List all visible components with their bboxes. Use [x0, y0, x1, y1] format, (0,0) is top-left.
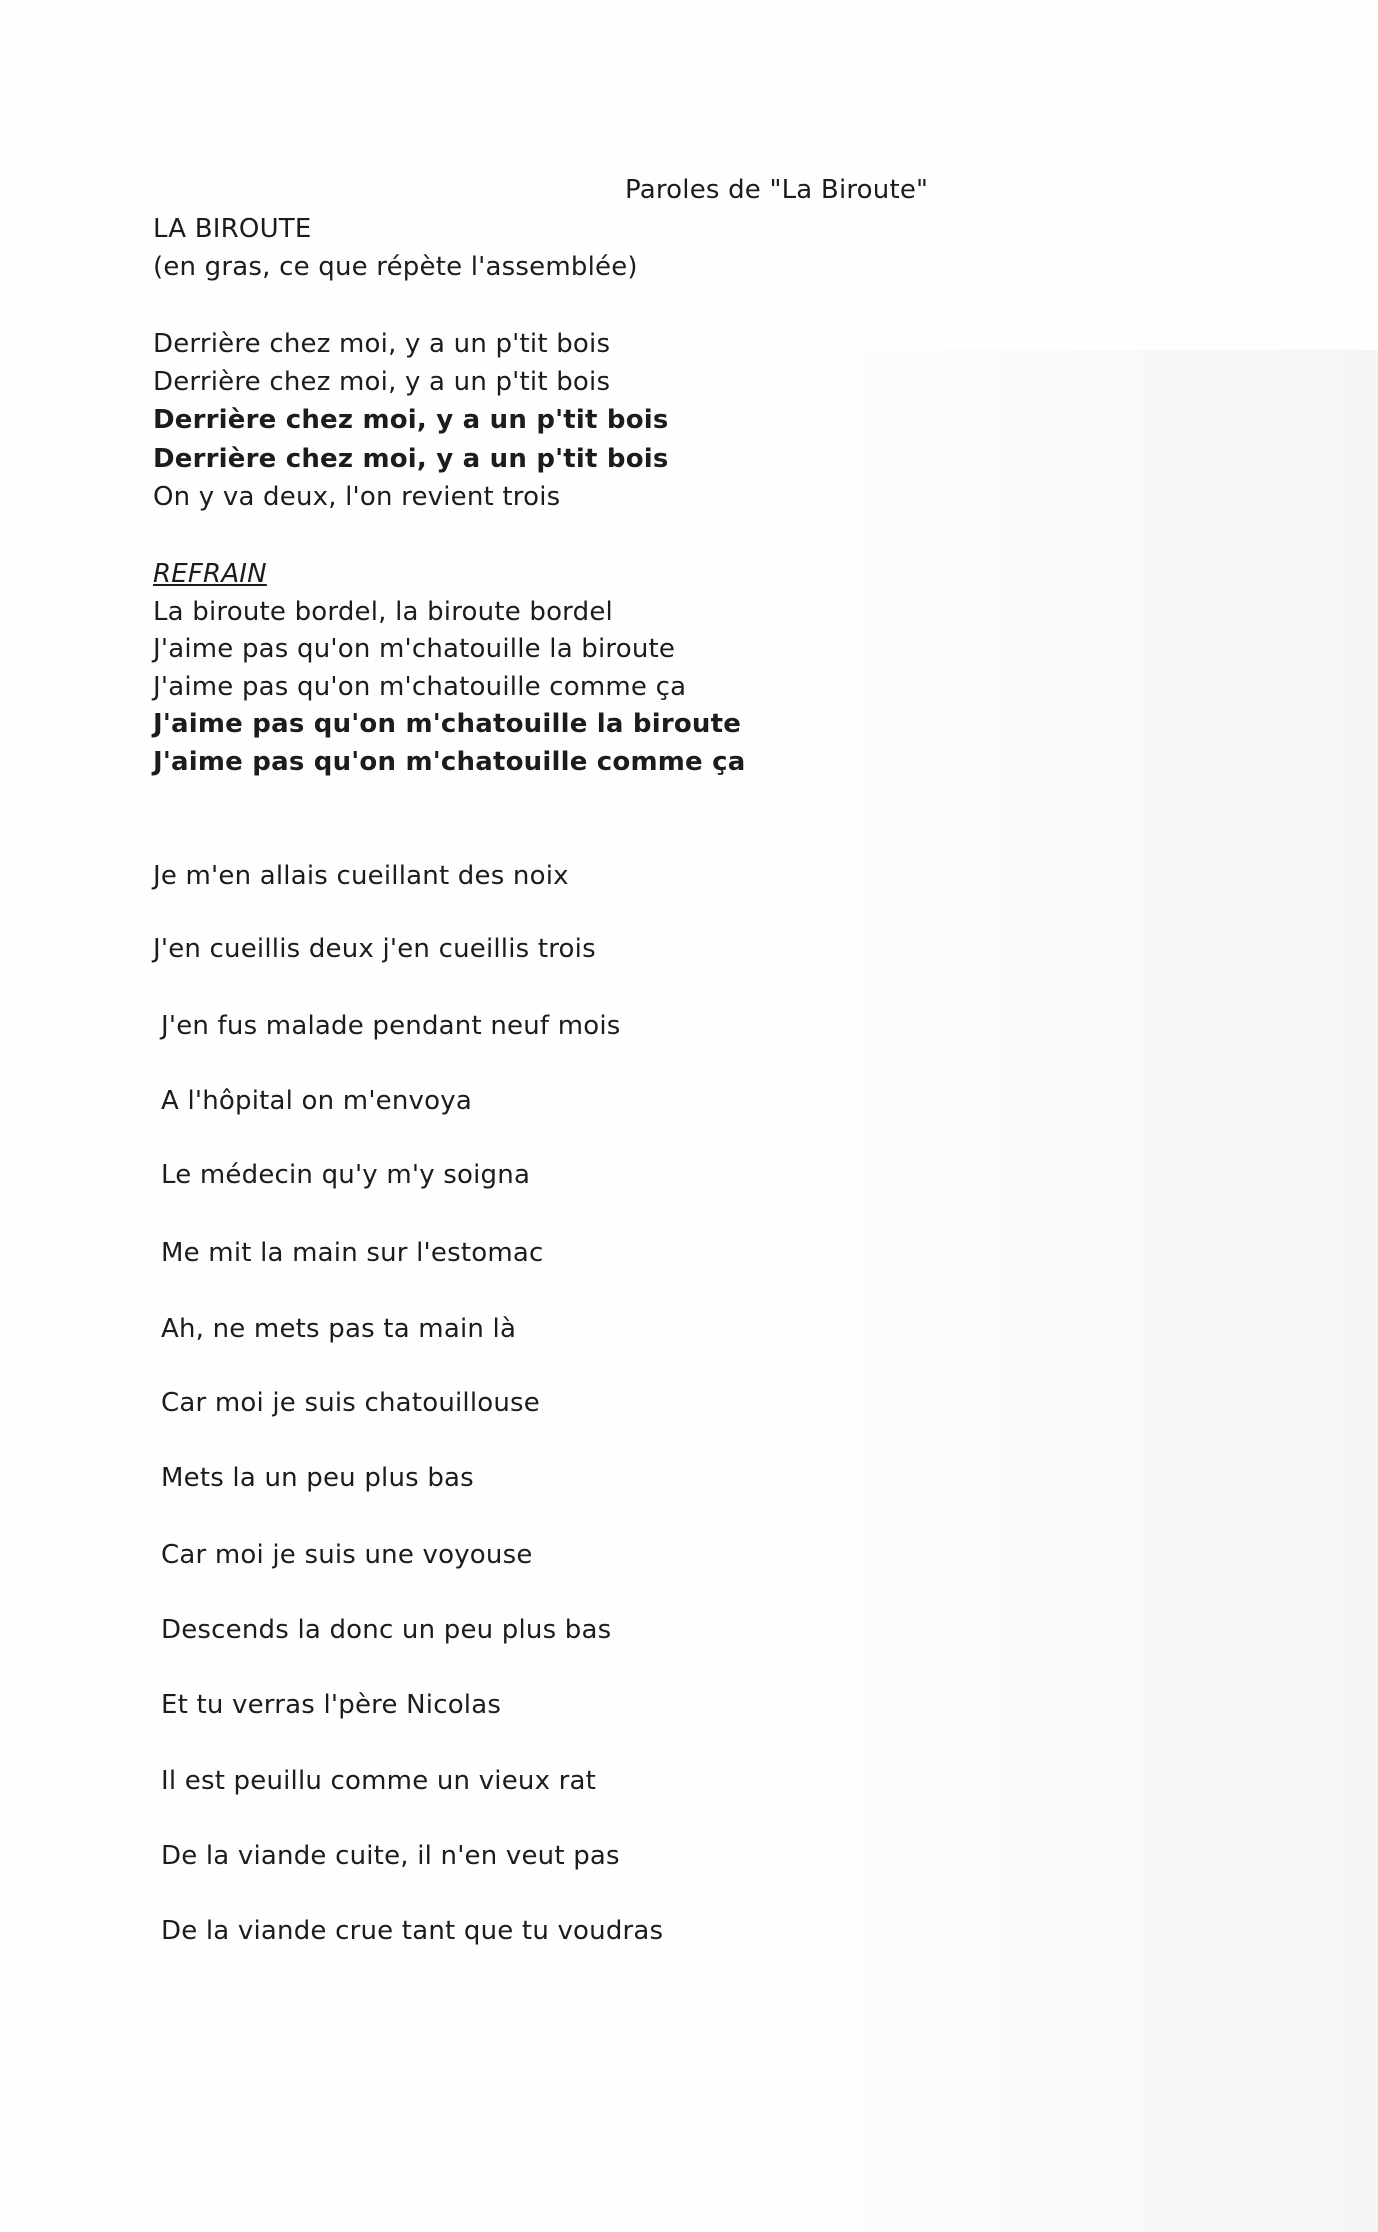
refrain-line-1: La biroute bordel, la biroute bordel	[153, 597, 613, 627]
verse-line-13: Il est peuillu comme un vieux rat	[161, 1766, 597, 1796]
verse-line-5: Le médecin qu'y m'y soigna	[161, 1160, 531, 1190]
verse1-line-1: Derrière chez moi, y a un p'tit bois	[153, 329, 611, 359]
verse1-line-4: Derrière chez moi, y a un p'tit bois	[153, 444, 669, 474]
verse-line-4: A l'hôpital on m'envoya	[161, 1086, 472, 1116]
verse1-line-3: Derrière chez moi, y a un p'tit bois	[153, 405, 669, 435]
verse-line-3: J'en fus malade pendant neuf mois	[161, 1011, 621, 1041]
verse-line-2: J'en cueillis deux j'en cueillis trois	[153, 934, 596, 964]
refrain-line-2: J'aime pas qu'on m'chatouille la biroute	[153, 634, 676, 664]
verse-line-7: Ah, ne mets pas ta main là	[161, 1314, 517, 1344]
subtitle: (en gras, ce que répète l'assemblée)	[153, 252, 638, 282]
verse-line-11: Descends la donc un peu plus bas	[161, 1615, 612, 1645]
scan-shading	[760, 350, 1378, 2232]
verse1-line-5: On y va deux, l'on revient trois	[153, 482, 561, 512]
verse-line-12: Et tu verras l'père Nicolas	[161, 1690, 502, 1720]
verse1-line-2: Derrière chez moi, y a un p'tit bois	[153, 367, 611, 397]
refrain-line-5: J'aime pas qu'on m'chatouille comme ça	[153, 747, 746, 777]
refrain-line-3: J'aime pas qu'on m'chatouille comme ça	[153, 672, 687, 702]
verse-line-9: Mets la un peu plus bas	[161, 1463, 474, 1493]
verse-line-1: Je m'en allais cueillant des noix	[153, 861, 569, 891]
verse-line-6: Me mit la main sur l'estomac	[161, 1238, 544, 1268]
verse-line-14: De la viande cuite, il n'en veut pas	[161, 1841, 620, 1871]
page-header: Paroles de "La Biroute"	[625, 175, 929, 205]
refrain-line-4: J'aime pas qu'on m'chatouille la biroute	[153, 709, 742, 739]
verse-line-10: Car moi je suis une voyouse	[161, 1540, 533, 1570]
song-title: LA BIROUTE	[153, 214, 312, 244]
verse-line-15: De la viande crue tant que tu voudras	[161, 1916, 664, 1946]
verse-line-8: Car moi je suis chatouillouse	[161, 1388, 540, 1418]
refrain-label: REFRAIN	[153, 559, 267, 589]
